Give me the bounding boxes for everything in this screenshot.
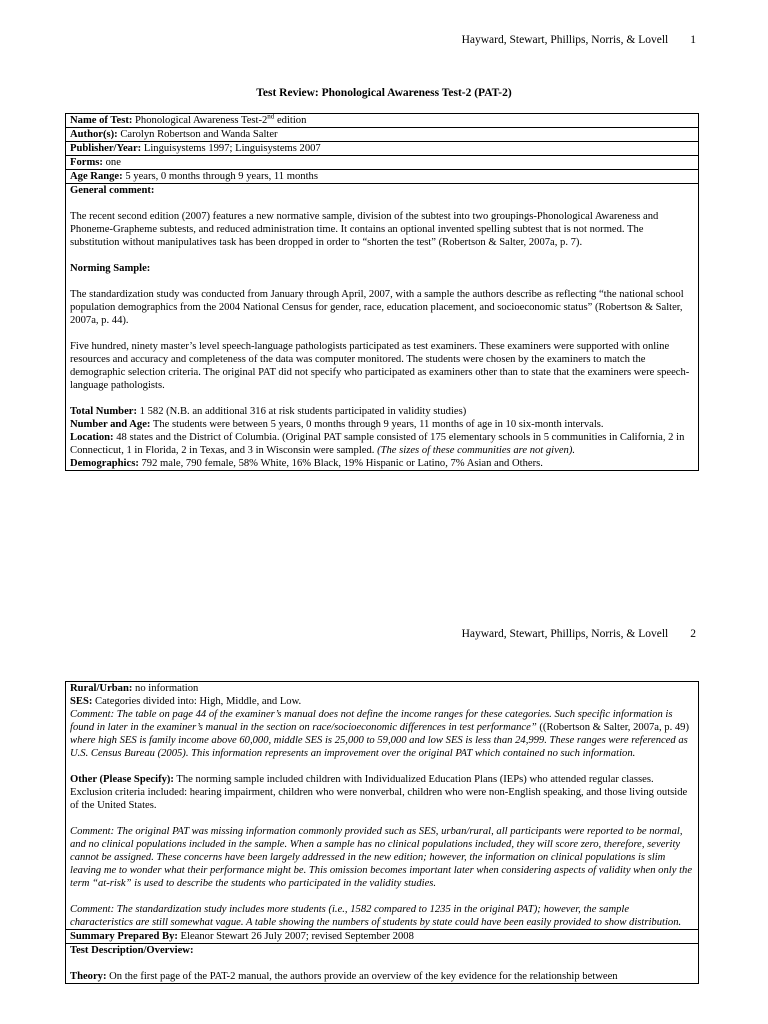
value-ses: Categories divided into: High, Middle, and Low. [92,696,302,707]
label-theory: Theory: [70,971,107,982]
label-age: Age Range: [70,171,123,182]
label-name: Name of Test: [70,115,133,126]
header-authors: Hayward, Stewart, Phillips, Norris, & Lovell [461,34,669,46]
row-authors [66,128,699,142]
label-ses: SES: [70,696,93,707]
value-location-note: (The sizes of these communities are not given). [377,445,576,456]
ses-comment-part1: Comment: The table on page 44 of the examiner’s manual does not define the income ranges for these categories. Such specific information is found in later in the examiner’s manual in the section on race/socioeconomic differences in test performance” [70,709,673,733]
value-location: 48 states and the District of Columbia. (Original PAT sample consisted of 175 elementary schools in 5 communities in California, 2 in Connecticut, 1 in Florida, 2 in Texas, and 3 in Wisconsin were sampled. [70,432,685,456]
label-authors: Author(s): [70,129,118,140]
demographics [70,457,694,470]
comment-standardization [70,903,694,929]
page-header-2 [462,628,696,641]
label-general: General comment: [70,185,155,196]
value-other: The norming sample included children with Individualized Education Plans (IEPs) who attended regular classes. Exclusion criteria included: hearing impairment, children who were nonverbal, children who were non-English speaking, and those living outside of the United States. [70,774,688,811]
ses [70,695,694,708]
label-publisher: Publisher/Year: [70,143,142,154]
label-forms: Forms: [70,157,103,168]
row-publisher [66,142,699,156]
label-number: Number and Age: [70,419,151,430]
comment-standardization-text: Comment: The standardization study includes more students (i.e., 1582 compared to 1235 in the original PAT); however, the sample characteristics are still somewhat vague. A table showing the numbers of students by state could have been easily provided to show distribution. [70,904,682,928]
page-header [462,34,696,47]
label-location: Location: [70,432,114,443]
ses-comment [70,708,694,760]
label-norming: Norming Sample: [70,263,151,274]
value-name: Phonological Awareness Test-2 [132,115,268,126]
location [70,431,694,457]
label-other: Other (Please Specify): [70,774,174,785]
value-name-sup: nd [267,112,275,121]
theory [70,970,694,983]
label-summary: Summary Prepared By: [70,931,178,942]
total-number [70,405,694,418]
norming-paragraph-2: Five hundred, ninety master’s level speech-language pathologists participated as test examiners. These examiners were supported with online resources and accuracy and completeness of the data was computer monitored. The students were chosen by the examiners to match the demographic selection criteria. The original PAT did not specify who participated as examiners other than to state that the examiners were speech-language pathologists. [70,341,690,391]
value-rural: no information [132,683,199,694]
comment-original-pat-text: Comment: The original PAT was missing information commonly provided such as SES, urban/rural, all participants were reported to be normal, and no clinical populations included in the sample. When a sample has no clinical populations included, they will score zero, therefore, severity cannot be assigned. These concerns have been largely addressed in the new edition; however, the information on clinical populations is slim leaving me to wonder what their performance might be. This omission becomes important later when considering aspects of validity when only the term “at-risk” is used to describe the students who participated in the validity studies. [70,826,693,889]
row-sample-details [66,682,699,930]
row-summary [66,930,699,944]
ses-comment-part2: where high SES is family income above 60,000, middle SES is 25,000 to 59,000 and low SES is less than 24,999. These ranges were referenced as U.S. Census Bureau (2005). This information represents an improvement over the original PAT which contained no such information. [70,735,688,759]
label-description: Test Description/Overview: [70,945,194,956]
value-name-after: edition [274,115,307,126]
value-publisher: Linguisystems 1997; Linguisystems 2007 [141,143,321,154]
value-summary: Eleanor Stewart 26 July 2007; revised September 2008 [177,931,414,942]
value-total: 1 582 (N.B. an additional 316 at risk students participated in validity studies) [137,406,467,417]
row-description [66,944,699,984]
ses-comment-citation: ((Robertson & Salter, 2007a, p. 49) [536,722,690,733]
review-table-page1 [65,113,699,471]
value-forms: one [102,157,121,168]
review-table-page2 [65,681,699,984]
norming-paragraph-1: The standardization study was conducted from January through April, 2007, with a sample the authors describe as reflecting “the national school population demographics from the 2004 National Census for gender, race, education placement, and socioeconomic status” (Robertson & Salter, 2007a, p. 44). [70,289,684,326]
label-rural: Rural/Urban: [70,683,133,694]
value-authors: Carolyn Robertson and Wanda Salter [117,129,278,140]
value-demographics: 792 male, 790 female, 58% White, 16% Black, 19% Hispanic or Latino, 7% Asian and Others. [138,458,543,469]
general-comment-text: The recent second edition (2007) features a new normative sample, division of the subtest into two groupings-Phonological Awareness and Phoneme-Grapheme subtests, and reduced administration time. It contains an optional invented spelling subtest that is not normed. The substitution without manipulatives task has been dropped in order to “shorten the test” (Robertson & Salter, 2007a, p. 7). [70,211,659,248]
number-and-age [70,418,694,431]
label-demographics: Demographics: [70,458,139,469]
comment-original-pat [70,825,694,890]
rural-urban [70,682,694,695]
row-general [66,184,699,471]
row-forms [66,156,699,170]
row-age [66,170,699,184]
value-age: 5 years, 0 months through 9 years, 11 months [122,171,318,182]
page-number-2: 2 [690,628,696,640]
document-title: Test Review: Phonological Awareness Test-2 (PAT-2) [256,87,512,99]
other-specify [70,773,694,812]
row-name [66,114,699,128]
value-theory: On the first page of the PAT-2 manual, the authors provide an overview of the key evidence for the relationship between [106,971,618,982]
value-number: The students were between 5 years, 0 months through 9 years, 11 months of age in 10 six-month intervals. [150,419,604,430]
label-total: Total Number: [70,406,137,417]
page-number: 1 [690,34,696,46]
header-authors-2: Hayward, Stewart, Phillips, Norris, & Lovell [461,628,669,640]
